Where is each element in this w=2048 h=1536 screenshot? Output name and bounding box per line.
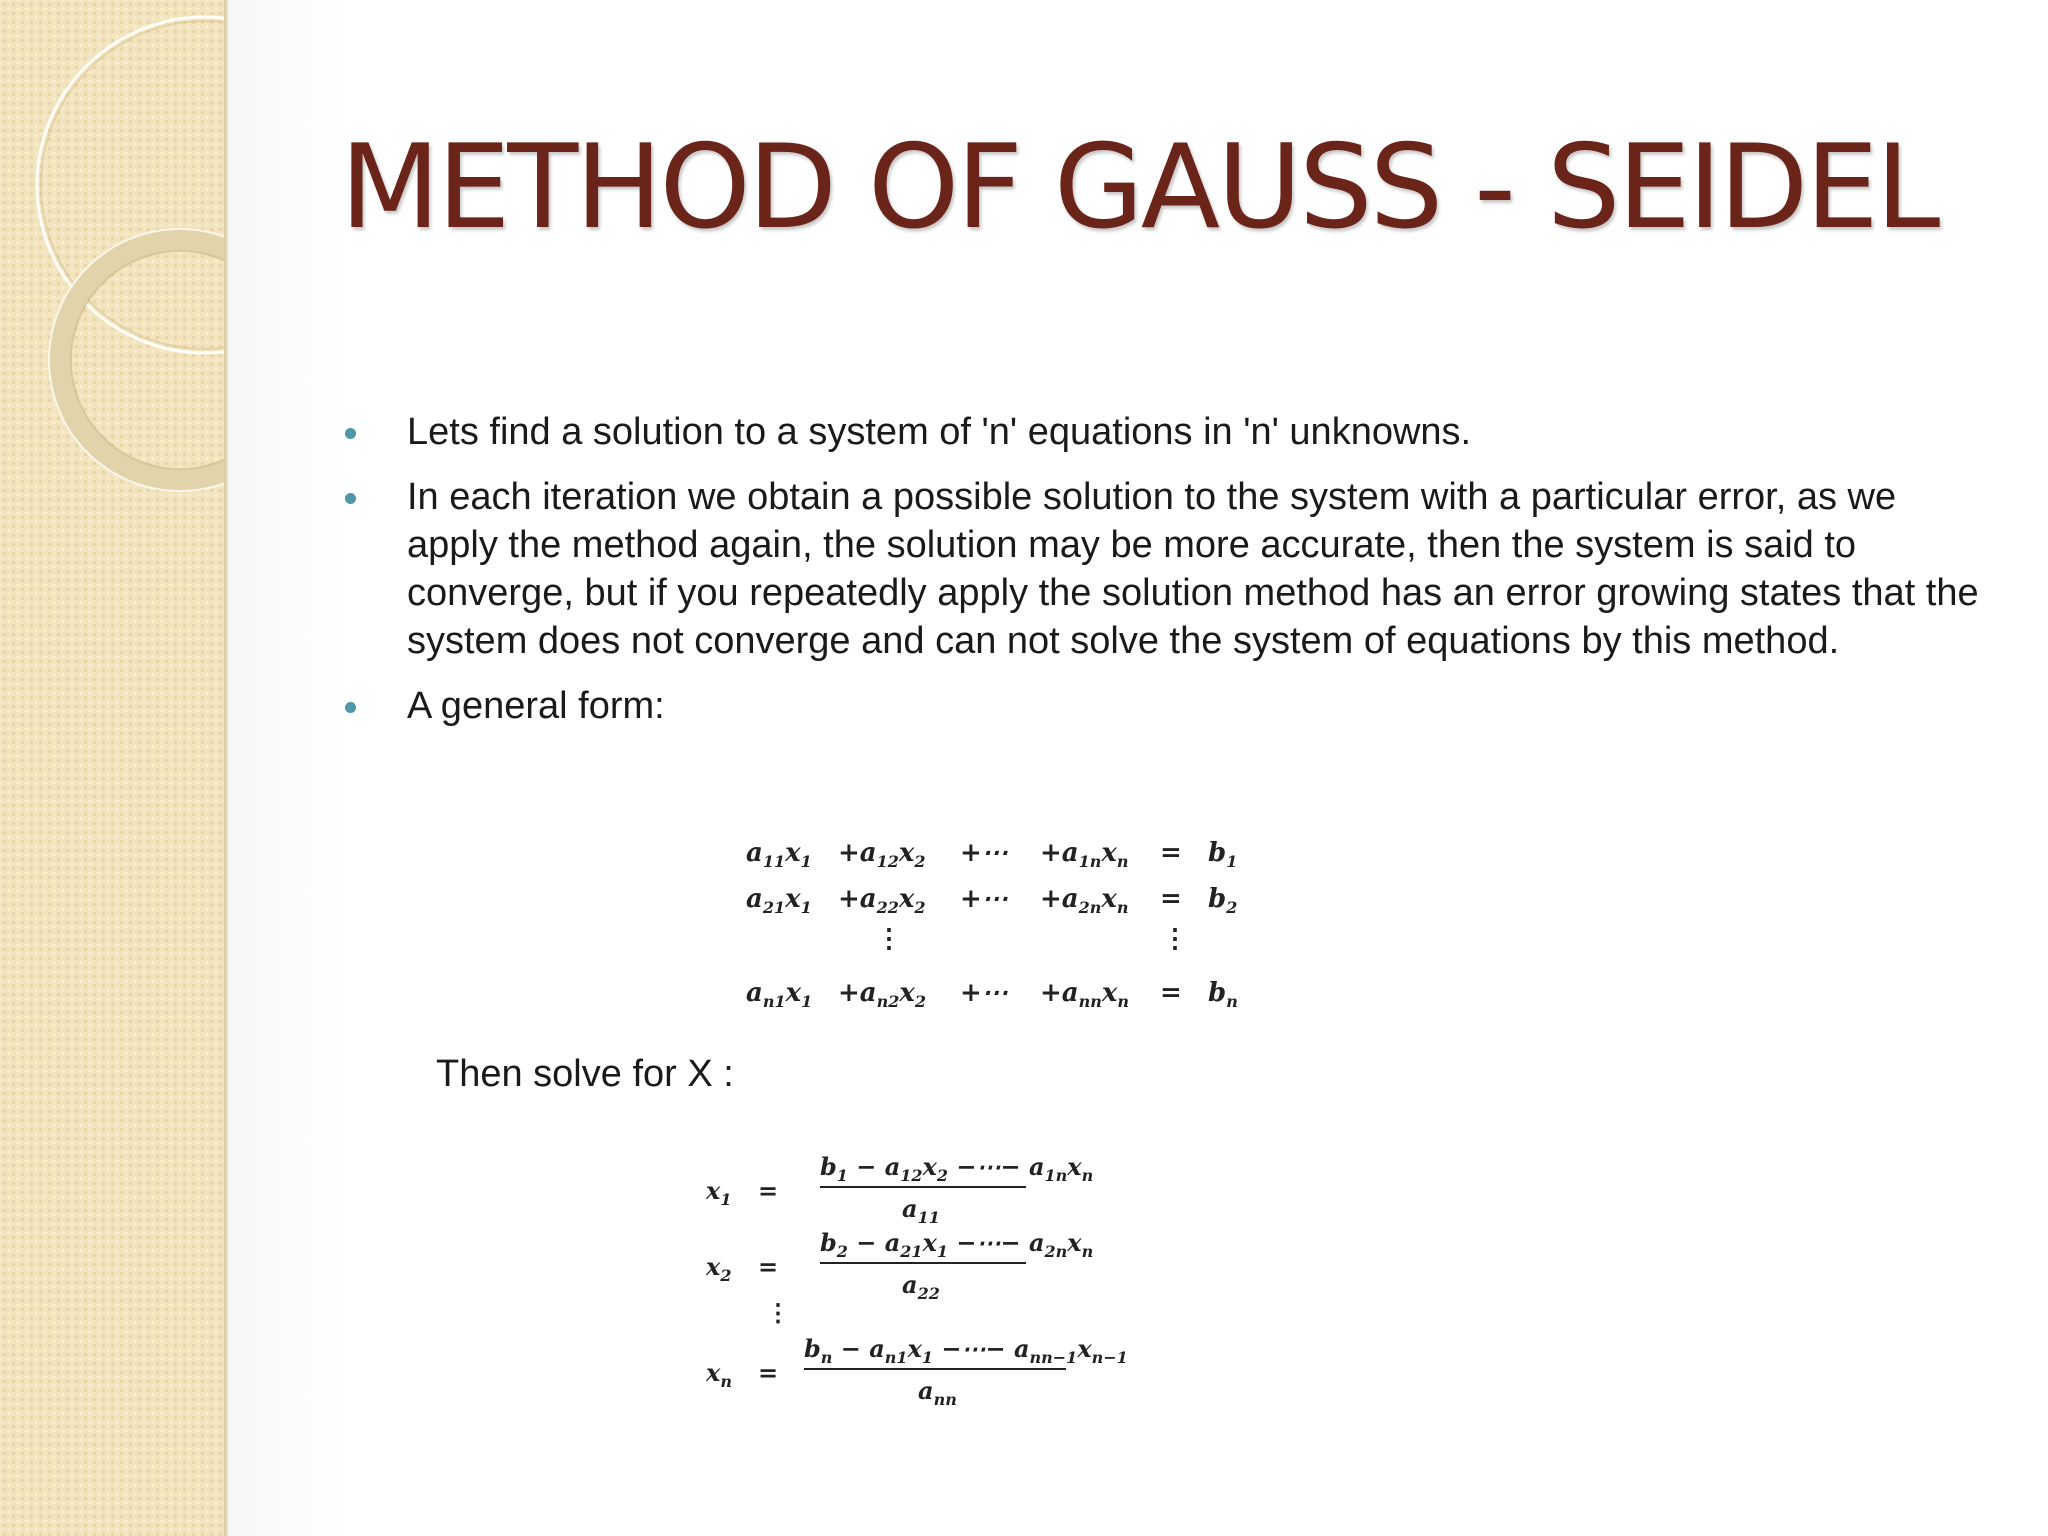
bullet-dot-icon [345, 493, 356, 504]
bullet-dot-icon [345, 702, 356, 713]
solve-instruction: Then solve for X : [436, 1053, 734, 1095]
decorative-sidebar [0, 0, 228, 1536]
solution-row: $x_n$ = $b_n - a_{n1}x_1$ −⋯− $a_{nn-1}x_{n-1}$ $a_{nn}$ [706, 1334, 1128, 1409]
bullet-dot-icon [345, 428, 356, 439]
bullet-item [340, 682, 1980, 730]
decorative-rings-icon [0, 0, 228, 520]
bullet-text: In each iteration we obtain a possible solution to the system with a particular error, as we apply the method again, the solution may be more accurate, then the system is said to converge, but if you repeatedly apply the solution method has an error growing states that the system does not converge and can not solve the system of equations by this method. [407, 476, 1979, 662]
bullet-item [340, 473, 1980, 665]
solution-row: $x_1$ = $b_1 - a_{12}x_2$ −⋯− $a_{1n}x_n$ $a_{11}$ [706, 1152, 1094, 1227]
content-shade [228, 0, 348, 1536]
bullet-text: A general form: [407, 685, 665, 727]
solution-row: $x_2$ = $b_2 - a_{21}x_1$ −⋯− $a_{2n}x_n$ $a_{22}$ [706, 1228, 1094, 1303]
bullet-item [340, 408, 1980, 456]
solution-equations [706, 1152, 1128, 1412]
bullet-list [340, 408, 1980, 747]
slide-title: METHOD OF GAUSS - SEIDEL [340, 120, 1938, 255]
solution-dots: ⋮ [766, 1298, 790, 1327]
general-form-equations: $a_{11}x_1$ $+a_{12}x_2$ +⋯ $+a_{1n}x_n$ = $b_1$ $a_{21}x_1$ $+a_{22}x_2$ +⋯ $+a_{2n}x_n$ = $b_2$ ⋮ ⋮ $a_{n1}x_1$ $+a_{n2}x_2$ +⋯ $+a_{nn}x_n$ = $b_n$ [746, 838, 1238, 1012]
bullet-text: Lets find a solution to a system of 'n' equations in 'n' unknowns. [407, 411, 1472, 453]
